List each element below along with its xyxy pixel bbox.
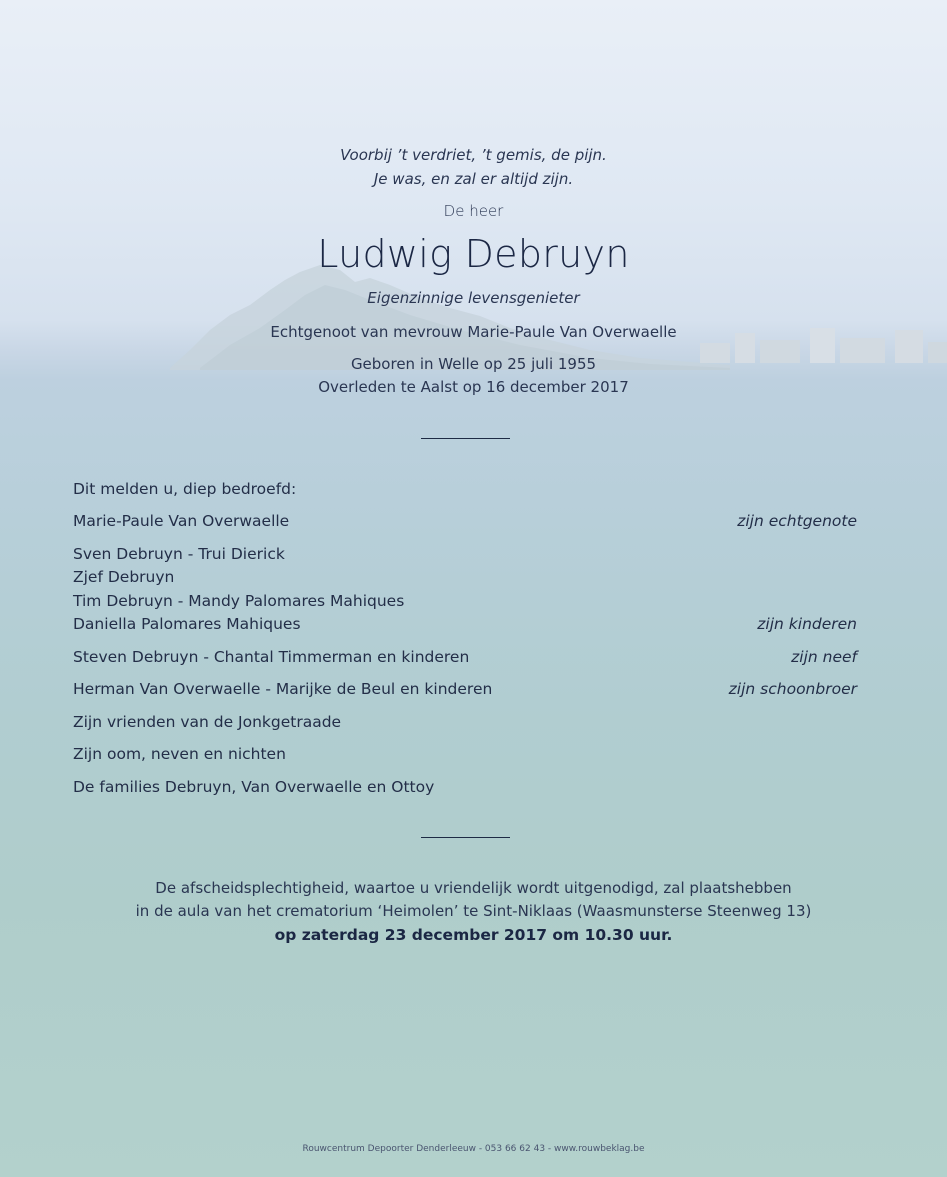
mourner-name: Tim Debruyn - Mandy Palomares Mahiques	[73, 592, 405, 610]
mourner-relation: zijn schoonbroer	[728, 680, 857, 698]
divider-top	[421, 438, 510, 439]
mourner-name: Herman Van Overwaelle - Marijke de Beul en kinderen	[73, 680, 493, 698]
birth-line: Geboren in Welle op 25 juli 1955	[350, 355, 597, 373]
footer-credit: Rouwcentrum Depoorter Denderleeuw - 053 66 62 43 - www.rouwbeklag.be	[302, 1144, 645, 1154]
death-line: Overleden te Aalst op 16 december 2017	[318, 378, 629, 396]
mourner-name: Daniella Palomares Mahiques	[73, 615, 301, 633]
quote-line-2: Je was, en zal er altijd zijn.	[373, 170, 574, 188]
mourner-name: Marie-Paule Van Overwaelle	[73, 512, 290, 530]
ceremony-line-2: in de aula van het crematorium ‘Heimolen’ te Sint-Niklaas (Waasmunsterse Steenweg 13)	[135, 902, 812, 920]
mourner-name: Sven Debruyn - Trui Dierick	[73, 545, 285, 563]
deceased-name: Ludwig Debruyn	[317, 232, 630, 276]
divider-bottom	[421, 837, 510, 838]
salutation: De heer	[443, 202, 504, 220]
announce-intro-text: Dit melden u, diep bedroefd:	[73, 480, 297, 498]
mourner-relation: zijn echtgenote	[737, 512, 857, 530]
spouse-line: Echtgenoot van mevrouw Marie-Paule Van Overwaelle	[270, 323, 677, 341]
tagline: Eigenzinnige levensgenieter	[367, 289, 580, 307]
ceremony-date: op zaterdag 23 december 2017 om 10.30 uur.	[274, 926, 673, 944]
mourner-name: Steven Debruyn - Chantal Timmerman en kinderen	[73, 648, 470, 666]
ceremony-line-1: De afscheidsplechtigheid, waartoe u vriendelijk wordt uitgenodigd, zal plaatshebben	[155, 879, 792, 897]
mourner-name: Zjef Debruyn	[73, 568, 175, 586]
mourner-relation: zijn neef	[791, 648, 857, 666]
mourner-name: De families Debruyn, Van Overwaelle en Ottoy	[73, 778, 435, 796]
mourner-name: Zijn oom, neven en nichten	[73, 745, 286, 763]
mourner-name: Zijn vrienden van de Jonkgetraade	[73, 713, 342, 731]
quote-line-1: Voorbij ’t verdriet, ’t gemis, de pijn.	[340, 146, 607, 164]
mourner-relation: zijn kinderen	[757, 615, 857, 633]
